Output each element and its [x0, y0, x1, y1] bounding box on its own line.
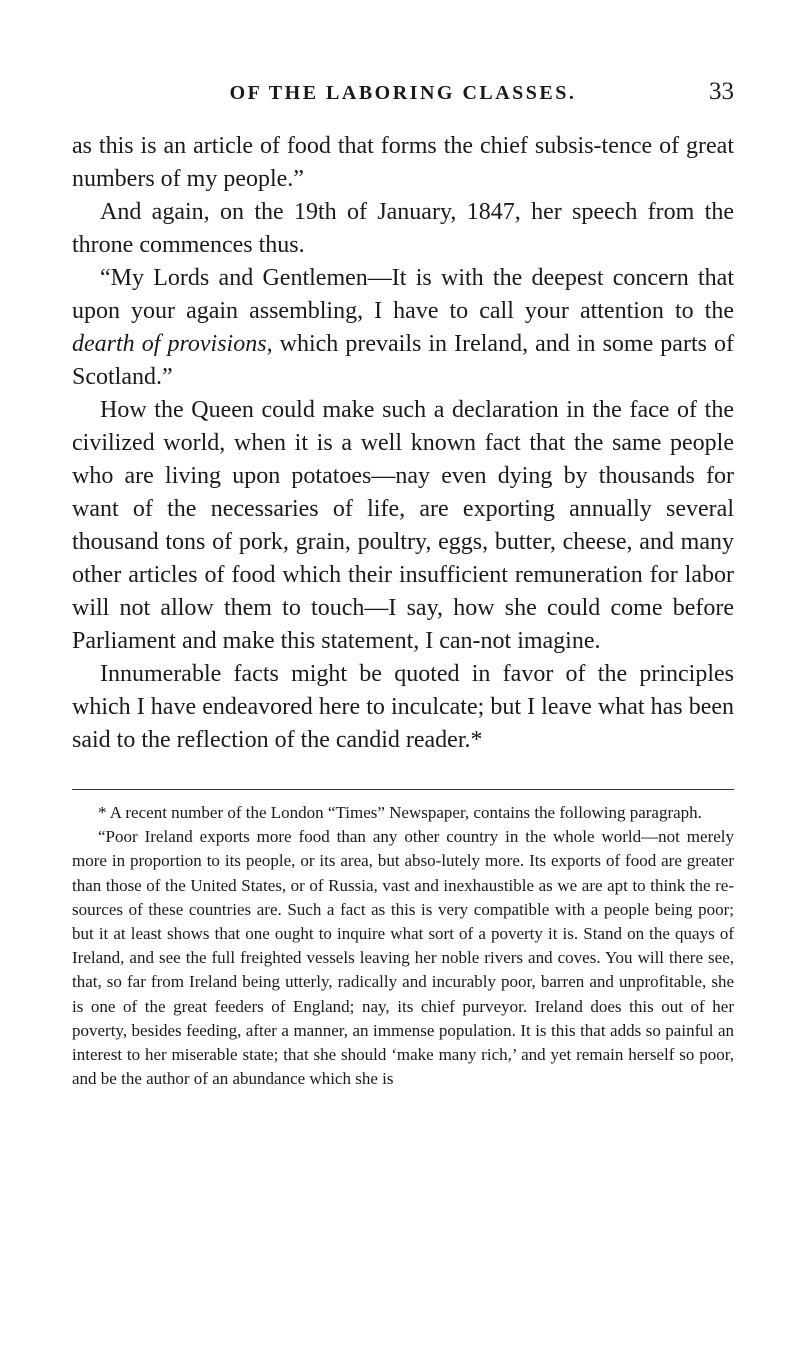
quote-italic-phrase: dearth of provisions [72, 331, 267, 357]
body-text [72, 130, 734, 757]
running-title: OF THE LABORING CLASSES. [229, 82, 577, 104]
paragraph-continuation: as this is an article of food that forms the chief subsis-tence of great numbers of my people.” [72, 133, 734, 192]
paragraph-speech-quote [72, 262, 734, 394]
paragraph-queen-declaration: How the Queen could make such a declaration in the face of the civilized world, when it is a well known fact that the same people who are living upon potatoes—nay even dying by thousands for want of the necessaries of life, are exporting annually several thousand tons of pork, grain, poultry, eggs, butter, cheese, and many other articles of food which their insufficient remuneration for labor will not allow them to touch—I say, how she could come before Parliament and make this statement, I can-not imagine. [72, 397, 734, 654]
footnote-quote: “Poor Ireland exports more food than any other country in the whole world—not merely more in proportion to its people, or its area, but abso-lutely more. Its exports of food are greater than those of the United States, or of Russia, vast and inexhaustible as we are apt to think the re-sources of these countries are. Such a fact as this is very compatible with a people being poor; but it at least shows that one ought to inquire what sort of a poverty it is. Stand on the quays of Ireland, and see the full freighted vessels leaving her noble rivers and coves. You will there see, that, so far from Ireland being utterly, radically and incurably poor, barren and unprofitable, she is one of the great feeders of England; nay, its chief purveyor. Ireland does this out of her poverty, besides feeding, after a manner, an immense population. It is this that adds so painful an interest to her miserable state; that she should ‘make many rich,’ and yet remain herself so poor, and be the author of an abundance which she is [72, 827, 734, 1089]
footnote [72, 801, 734, 1091]
footnote-divider [72, 789, 734, 790]
paragraph-conclusion: Innumerable facts might be quoted in favor of the principles which I have endeavored here to inculcate; but I leave what has been said to the reflection of the candid reader.* [72, 661, 734, 753]
paragraph-speech-intro: And again, on the 19th of January, 1847, her speech from the throne commences thus. [72, 199, 734, 258]
footnote-intro: * A recent number of the London “Times” Newspaper, contains the following paragraph. [98, 803, 702, 822]
quote-text-start: “My Lords and Gentlemen—It is with the deepest concern that upon your again assembling, I have to call your attention to the [72, 265, 734, 324]
running-head [72, 78, 734, 112]
page-number: 33 [709, 78, 734, 105]
quote-text-end: , which prevails in Ireland, and in some parts of Scotland.” [72, 331, 735, 390]
